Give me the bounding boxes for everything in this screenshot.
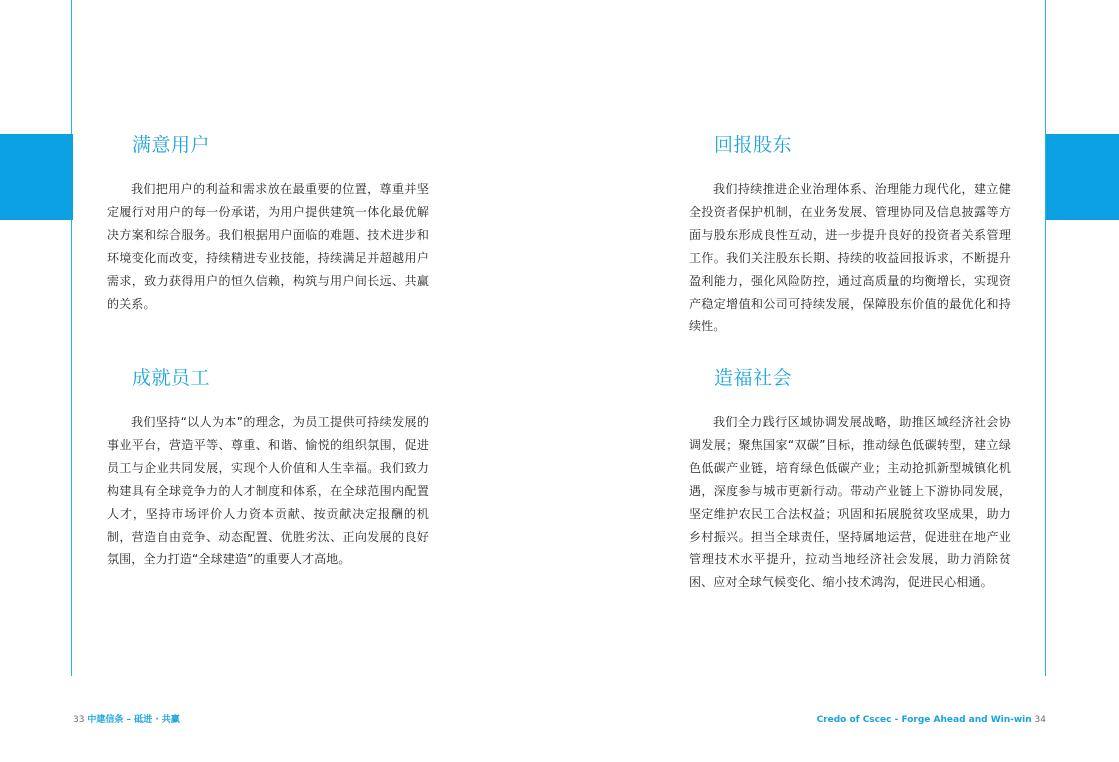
section-reward-shareholders xyxy=(689,133,1011,338)
left-edge-tab xyxy=(0,134,73,220)
footer-right-text: Credo of Cscec - Forge Ahead and Win-win xyxy=(816,715,1032,725)
footer-left xyxy=(73,714,180,726)
section-body: 我们全力践行区域协调发展战略，助推区域经济社会协调发展；聚焦国家“双碳”目标，推动绿色低碳转型，建立绿色低碳产业链，培育绿色低碳产业；主动抢抓新型城镇化机遇，深度参与城市更新行动。带动产业链上下游协同发展，坚定维护农民工合法权益；巩固和拓展脱贫攻坚成果，助力乡村振兴。担当全球责任，坚持属地运营，促进驻在地产业管理技术水平提升，拉动当地经济社会发展，助力消除贫困、应对全球气候变化、缩小技术鸿沟，促进民心相通。 xyxy=(689,415,1011,590)
section-body: 我们把用户的利益和需求放在最重要的位置，尊重并坚定履行对用户的每一份承诺，为用户提供建筑一体化最优解决方案和综合服务。我们根据用户面临的难题、技术进步和环境变化而改变，持续精进专业技能，持续满足并超越用户需求，致力获得用户的恒久信赖，构筑与用户间长远、共赢的关系。 xyxy=(107,182,429,311)
section-satisfied-users xyxy=(107,133,429,315)
section-benefit-society xyxy=(689,366,1011,594)
right-edge-tab xyxy=(1046,134,1119,220)
page-number-left: 33 xyxy=(73,715,85,725)
section-body: 我们坚持“以人为本”的理念，为员工提供可持续发展的事业平台，营造平等、尊重、和谐、愉悦的组织氛围，促进员工与企业共同发展，实现个人价值和人生幸福。我们致力构建具有全球竞争力的人才制度和体系，在全球范围内配置人才，坚持市场评价人力资本贡献、按贡献决定报酬的机制，营造自由竞争、动态配置、优胜劣汰、正向发展的良好氛围，全力打造“全球建造”的重要人才高地。 xyxy=(107,415,429,567)
section-heading: 成就员工 xyxy=(132,367,211,389)
footer-right xyxy=(817,714,1046,726)
section-heading: 满意用户 xyxy=(132,134,211,156)
page-number-right: 34 xyxy=(1034,715,1046,725)
section-heading: 造福社会 xyxy=(714,367,793,389)
section-empower-employees xyxy=(107,366,429,571)
footer-left-text: 中建信条 – 砥进 · 共赢 xyxy=(87,715,180,725)
section-body: 我们持续推进企业治理体系、治理能力现代化，建立健全投资者保护机制，在业务发展、管理协同及信息披露等方面与股东形成良性互动，进一步提升良好的投资者关系管理工作。我们关注股东长期、持续的收益回报诉求，不断提升盈利能力，强化风险防控，通过高质量的均衡增长，实现资产稳定增值和公司可持续发展，保障股东价值的最优化和持续性。 xyxy=(689,182,1011,334)
right-margin-rule xyxy=(1045,0,1046,676)
left-margin-rule xyxy=(71,0,72,676)
section-heading: 回报股东 xyxy=(714,134,793,156)
